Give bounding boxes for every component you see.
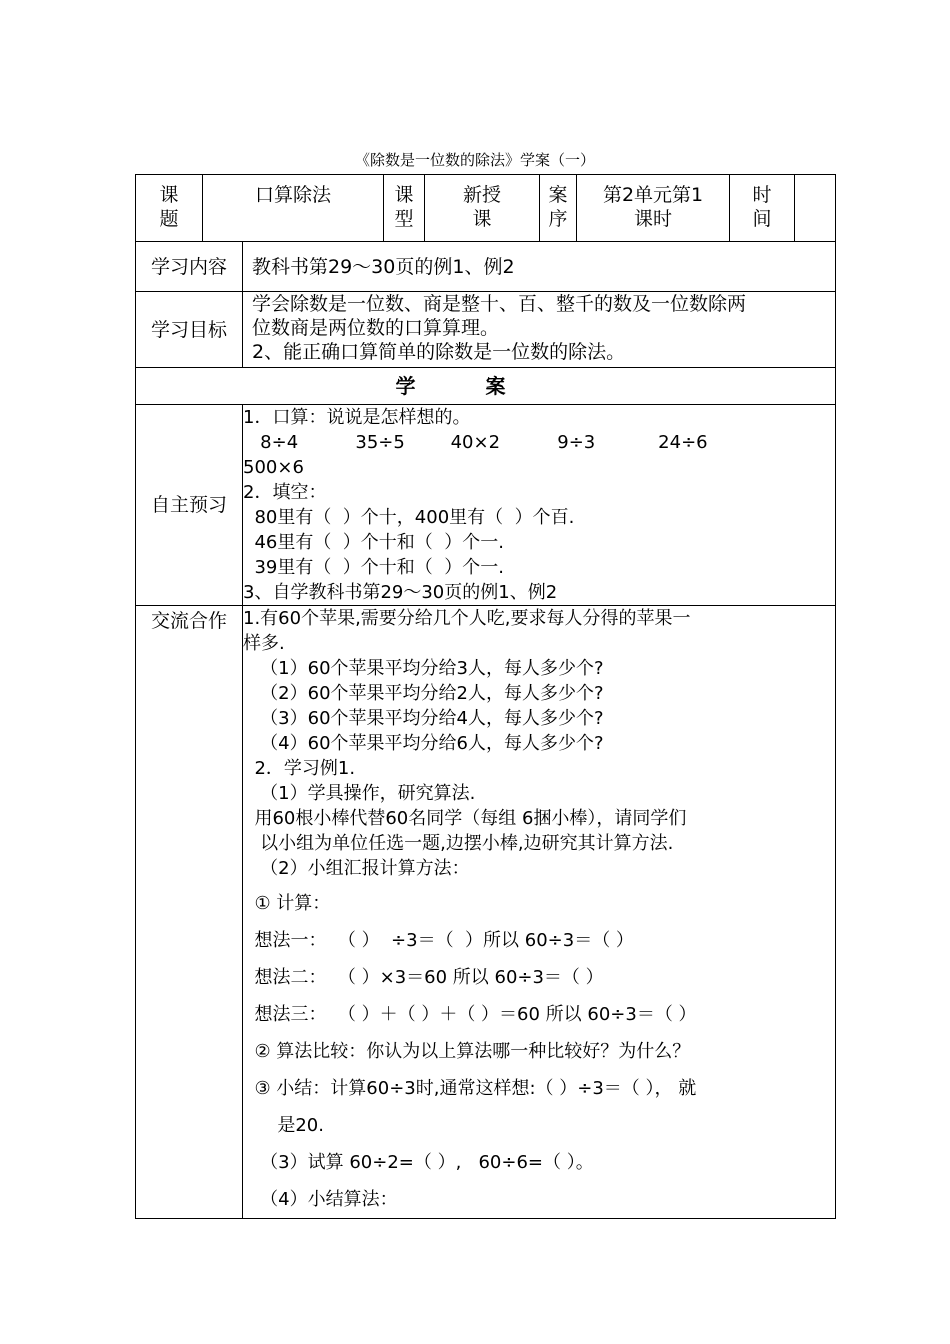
content-row <box>136 242 836 292</box>
ke-xing-label: 课 型 <box>384 175 425 242</box>
ke-xing-value: 新授 课 <box>425 175 540 242</box>
goal-text <box>243 292 836 368</box>
goal-line: 2、能正确口算简单的除数是一位数的除法。 <box>252 341 626 363</box>
preview-line: 500×6 <box>243 457 304 478</box>
header-row <box>136 175 836 242</box>
cooperate-line: （1）学具操作，研究算法. <box>243 783 476 804</box>
document-title: 《除数是一位数的除法》学案（一） <box>354 151 595 169</box>
shi-jian-value[interactable] <box>795 175 836 242</box>
cooperate-line: （4）60个苹果平均分给6人，每人多少个? <box>243 733 604 754</box>
cooperate-line: （3）60个苹果平均分给4人，每人多少个? <box>243 708 604 729</box>
ke-ti-label: 课 题 <box>136 175 203 242</box>
cooperate-row <box>136 606 836 1219</box>
ke-ti-value: 口算除法 <box>203 175 384 242</box>
cooperate-line: （2）小组汇报计算方法： <box>243 858 470 879</box>
section-heading-row <box>136 368 836 405</box>
shi-jian-label: 时 间 <box>730 175 795 242</box>
cooperate-line: 用60根小棒代替60名同学（每组 6捆小棒），请同学们 <box>243 808 687 829</box>
cooperate-line: （1）60个苹果平均分给3人，每人多少个? <box>243 658 604 679</box>
preview-line: 3、自学教科书第29～30页的例1、例2 <box>243 582 558 603</box>
preview-line: 1．口算：说说是怎样想的。 <box>243 407 471 428</box>
an-xu-label: 案 序 <box>540 175 577 242</box>
section-heading: 学案 <box>136 368 836 405</box>
content-value: 教科书第29～30页的例1、例2 <box>243 242 836 292</box>
content-label: 学习内容 <box>136 242 243 292</box>
cooperate-step: （3）试算 60÷2=（ ）, 60÷6=（ ）。 <box>243 1152 594 1173</box>
cooperate-step: ① 计算： <box>243 893 331 914</box>
goal-row <box>136 292 836 368</box>
cooperate-step: 想法一： （ ） ÷3＝（ ）所以 60÷3＝（ ） <box>243 930 634 951</box>
lesson-plan-table <box>135 174 836 1219</box>
goal-line: 学会除数是一位数、商是整十、百、整千的数及一位数除两 <box>252 293 747 315</box>
cooperate-step: ② 算法比较：你认为以上算法哪一种比较好？为什么？ <box>243 1041 691 1062</box>
cooperate-line: 2．学习例1. <box>243 758 356 779</box>
cooperate-step: 想法二： （ ）×3＝60 所以 60÷3＝（ ） <box>243 967 604 988</box>
goal-label: 学习目标 <box>136 292 243 368</box>
cooperate-content <box>243 606 836 1219</box>
cooperate-line: （2）60个苹果平均分给2人，每人多少个? <box>243 683 604 704</box>
preview-line: 39里有（ ）个十和（ ）个一. <box>243 557 504 578</box>
preview-line: 46里有（ ）个十和（ ）个一. <box>243 532 504 553</box>
cooperate-step: 是20. <box>243 1115 324 1136</box>
cooperate-step: （4）小结算法： <box>243 1189 398 1210</box>
preview-label: 自主预习 <box>136 405 243 606</box>
cooperate-step: ③ 小结：计算60÷3时,通常这样想:（ ）÷3＝（ ）， 就 <box>243 1078 697 1099</box>
preview-line: 80里有（ ）个十，400里有（ ）个百. <box>243 507 575 528</box>
preview-content <box>243 405 836 606</box>
goal-line: 位数商是两位数的口算算理。 <box>252 317 500 339</box>
cooperate-line: 以小组为单位任选一题,边摆小棒,边研究其计算方法. <box>243 833 674 854</box>
preview-row <box>136 405 836 606</box>
preview-line: 8÷4 35÷5 40×2 9÷3 24÷6 <box>243 432 708 453</box>
cooperate-line: 样多. <box>243 633 285 654</box>
cooperate-line: 1.有60个苹果,需要分给几个人吃,要求每人分得的苹果一 <box>243 608 691 629</box>
cooperate-step: 想法三： （ ）＋（ ）＋（ ）＝60 所以 60÷3＝（ ） <box>243 1004 697 1025</box>
preview-line: 2．填空： <box>243 482 327 503</box>
cooperate-label: 交流合作 <box>136 606 243 1219</box>
an-xu-value: 第2单元第1 课时 <box>577 175 730 242</box>
